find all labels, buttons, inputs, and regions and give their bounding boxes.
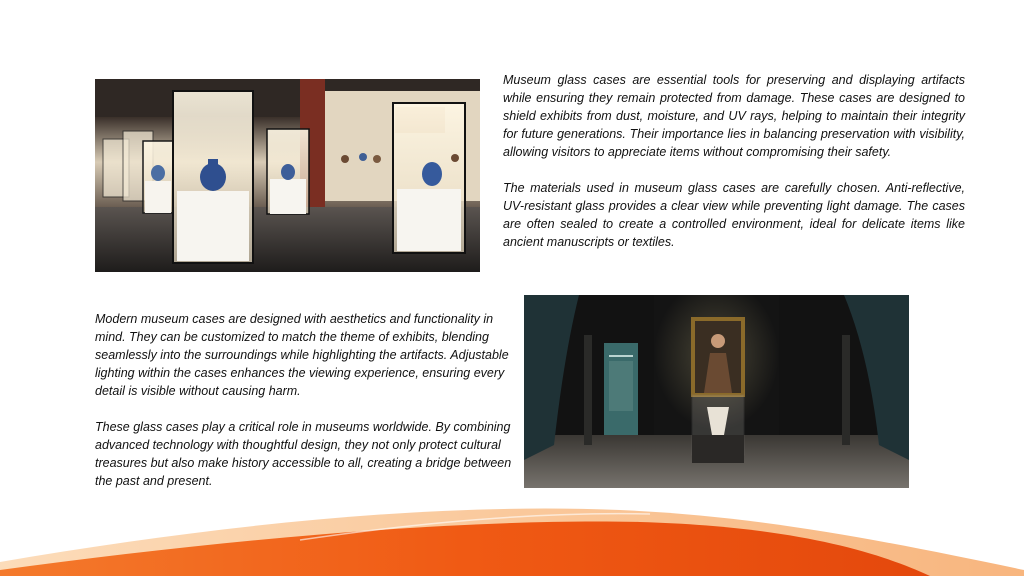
museum-hall-photo — [95, 79, 480, 272]
gallery-photo — [524, 295, 909, 488]
paragraph-glass-materials: The materials used in museum glass cases are carefully chosen. Anti-reflective, UV-resistant glass provides a clear view while preventing light damage. The cases are often sealed to create a controlled environment, ideal for delicate items like ancient manuscripts or textiles. — [503, 181, 965, 249]
paragraph-glass-case-purpose: Museum glass cases are essential tools for preserving and displaying artifacts while ensuring they remain protected from damage. These cases are designed to shield exhibits from dust, moisture, and UV rays, helping to maintain their integrity for future generations. Their importance lies in balancing preservation with visibility, allowing visitors to appreciate items without compromising their safety. — [503, 73, 965, 159]
paragraph-modern-design: Modern museum cases are designed with aesthetics and functionality in mind. They can be customized to match the theme of exhibits, blending seamlessly into the surroundings while highlighting the artifacts. Adjustable lighting within the cases enhances the viewing experience, ensuring every detail is visible without causing harm. — [95, 312, 509, 398]
bottom-text-block — [95, 310, 513, 490]
gallery-image — [524, 295, 909, 488]
orange-swoosh-decoration — [0, 500, 1024, 576]
museum-hall-image — [95, 79, 480, 272]
paragraph-critical-role: These glass cases play a critical role in museums worldwide. By combining advanced technology with thoughtful design, they not only protect cultural treasures but also make history accessible to all, creating a bridge between the past and present. — [95, 420, 512, 488]
top-text-block — [503, 71, 965, 251]
